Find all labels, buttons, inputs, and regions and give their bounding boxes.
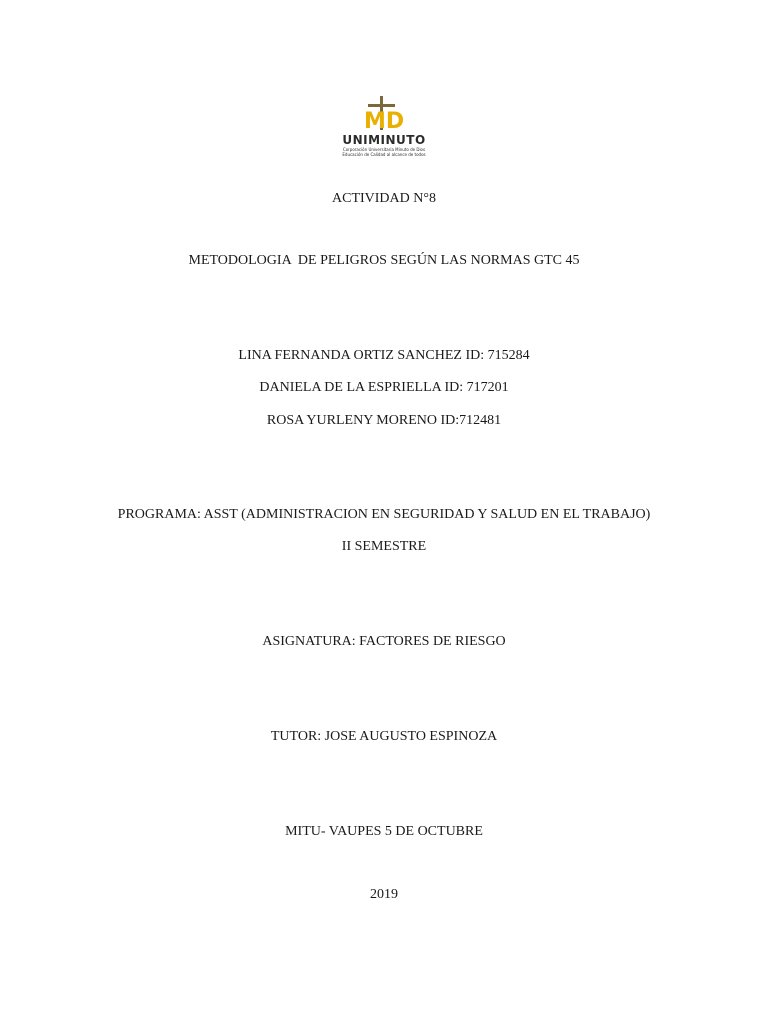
year-line: 2019 [370,887,398,902]
semester-line: II SEMESTRE [341,539,427,554]
subject-line: ASIGNATURA: FACTORES DE RIESGO [262,634,506,649]
uniminuto-logo [304,92,464,172]
logo-subtitle-1: Corporación Universitaria Minuto de Dios [342,147,426,152]
author-1: LINA FERNANDA ORTIZ SANCHEZ ID: 715284 [238,348,530,363]
tutor-line: TUTOR: JOSE AUGUSTO ESPINOZA [270,729,498,744]
logo-subtitle-2: Educación de Calidad al alcance de todos [342,152,426,157]
logo-mark: MD [364,109,405,134]
author-2: DANIELA DE LA ESPRIELLA ID: 717201 [259,380,509,395]
document-title: METODOLOGIA DE PELIGROS SEGÚN LAS NORMAS GTC 45 [188,253,580,268]
program-line: PROGRAMA: ASST (ADMINISTRACION EN SEGURIDAD Y SALUD EN EL TRABAJO) [117,507,651,522]
place-date-line: MITU- VAUPES 5 DE OCTUBRE [285,824,483,839]
activity-heading: ACTIVIDAD N°8 [332,191,436,206]
author-3: ROSA YURLENY MORENO ID:712481 [266,413,502,428]
logo-name: UNIMINUTO [342,133,426,147]
